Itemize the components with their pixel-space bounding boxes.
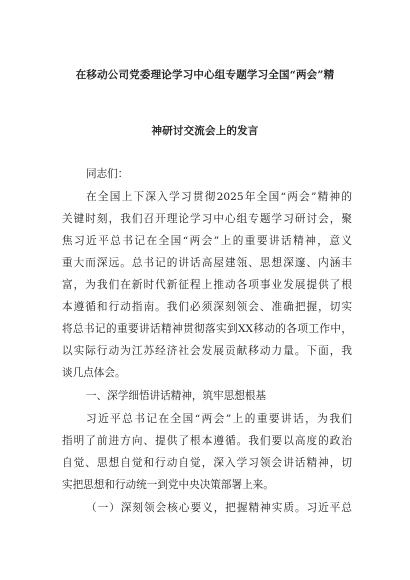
document-title-line-2: 神研讨交流会上的发言 (151, 125, 259, 137)
paragraph-1-line: 焦习近平总书记在全国“两会”上的重要讲话精神，意义 (62, 235, 352, 247)
paragraph-2-line: 指明了前进方向、提供了根本遵循。我们要以高度的政治 (62, 435, 352, 447)
paragraph-1-line: 关键时刻，我们召开理论学习中心组专题学习研讨会，聚 (62, 213, 352, 225)
paragraph-2-line: 实把思想和行动统一到党中央决策部署上来。 (62, 479, 274, 491)
paragraph-1-line: 以实际行动为江苏经济社会发展贡献移动力量。下面，我 (62, 345, 352, 357)
paragraph-2-line: 习近平总书记在全国“两会”上的重要讲话，为我们 (86, 413, 352, 425)
document-title-line-1: 在移动公司党委理论学习中心组专题学习全国“两会”精 (75, 69, 335, 81)
subsection-1-heading: （一）深刻领会核心要义，把握精神实质。习近平总 (86, 502, 352, 514)
paragraph-1-line: 将总书记的重要讲话精神贯彻落实到XX移动的各项工作中， (62, 323, 352, 335)
paragraph-1-line: 谈几点体会。 (62, 367, 126, 379)
paragraph-1-line: 本遵循和行动指南。我们必须深刻领会、准确把握，切实 (62, 301, 352, 313)
paragraph-2-line: 自觉、思想自觉和行动自觉，深入学习领会讲话精神，切 (62, 457, 352, 469)
paragraph-1-line: 富，为我们在新时代新征程上推动各项事业发展提供了根 (62, 279, 352, 291)
greeting: 同志们： (86, 168, 129, 180)
paragraph-1-line: 在全国上下深入学习贯彻2025年全国“两会”精神的 (86, 191, 352, 203)
paragraph-1-line: 重大而深远。总书记的讲话高屋建瓴、思想深邃、内涵丰 (62, 257, 352, 269)
section-1-heading: 一、深学细悟讲话精神，筑牢思想根基 (86, 390, 267, 402)
